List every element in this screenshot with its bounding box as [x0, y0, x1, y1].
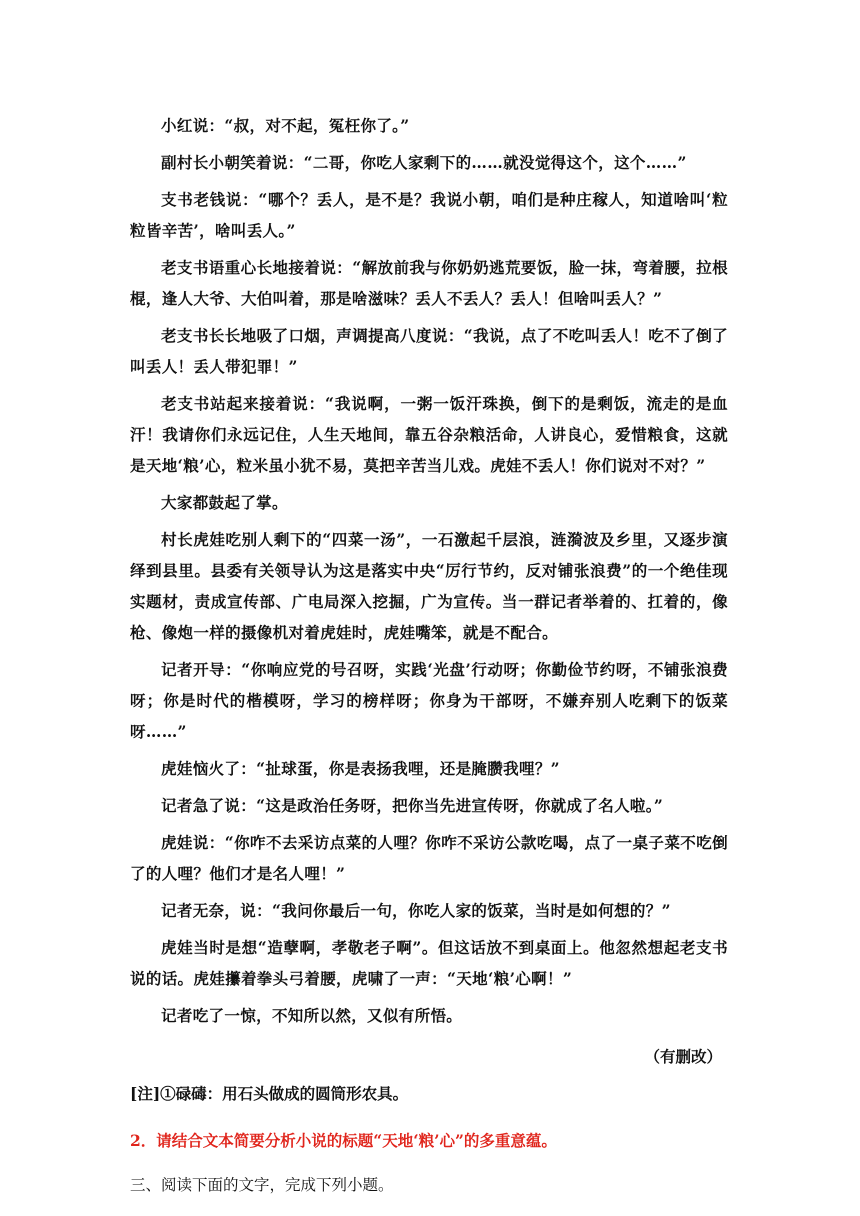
paragraph: 支书老钱说：“哪个？丢人，是不是？我说小朝，咱们是种庄稼人，知道啥叫‘粒粒皆辛苦’，啥叫丢人。” — [130, 190, 728, 240]
paragraph: 记者急了说：“这是政治任务呀，把你当先进宣传呀，你就成了名人啦。” — [161, 796, 664, 815]
paragraph: 村长虎娃吃别人剩下的“四菜一汤”，一石激起千层浪，涟漪波及乡里，又逐步演绎到县里。县委有关领导认为这是落实中央“厉行节约，反对铺张浪费”的一个绝佳现实题材，责成宣传部、广电局深入挖掘，广为宣传。当一群记者举着的、扛着的，像枪、像炮一样的摄像机对着虎娃时，虎娃嘴笨，就是不配合。 — [130, 530, 728, 642]
paragraph: 老支书长长地吸了口烟，声调提高八度说：“我说，点了不吃叫丢人！吃不了倒了叫丢人！丢人带犯罪！” — [130, 326, 728, 376]
article-body — [130, 110, 728, 1201]
paragraph: 副村长小朝笑着说：“二哥，你吃人家剩下的……就没觉得这个，这个……” — [161, 153, 687, 172]
paragraph: 记者无奈，说：“我问你最后一句，你吃人家的饭菜，当时是如何想的？” — [161, 901, 671, 920]
footnote: [注]①碌碡：用石头做成的圆筒形农具。 — [130, 1084, 409, 1103]
paragraph: 老支书站起来接着说：“我说啊，一粥一饭汗珠换，倒下的是剩饭，流走的是血汗！我请你们永远记住，人生天地间，靠五谷杂粮活命，人讲良心，爱惜粮食，这就是天地‘粮’心，粒米虽小犹不易，莫把辛苦当儿戏。虎娃不丢人！你们说对不对？” — [130, 394, 728, 475]
paragraph: 虎娃当时是想“造孽啊，孝敬老子啊”。但这话放不到桌面上。他忽然想起老支书说的话。虎娃攥着拳头弓着腰，虎啸了一声：“天地‘粮’心啊！” — [130, 938, 728, 988]
question-2: 2．请结合文本简要分析小说的标题“天地‘粮’心”的多重意蕴。 — [130, 1131, 557, 1150]
section-heading: 三、阅读下面的文字，完成下列小题。 — [130, 1176, 394, 1194]
paragraph: 大家都鼓起了掌。 — [161, 493, 288, 512]
paragraph: 虎娃说：“你咋不去采访点菜的人哩？你咋不采访公款吃喝，点了一桌子菜不吃倒了的人哩？他们才是名人哩！” — [130, 833, 728, 883]
source-note: （有删改） — [644, 1047, 722, 1066]
paragraph: 虎娃恼火了：“扯球蛋，你是表扬我哩，还是腌臜我哩？” — [161, 759, 560, 778]
paragraph: 记者开导：“你响应党的号召呀，实践‘光盘’行动呀；你勤俭节约呀，不铺张浪费呀；你是时代的楷模呀，学习的榜样呀；你身为干部呀，不嫌弃别人吃剩下的饭菜呀……” — [130, 660, 728, 741]
paragraph: 记者吃了一惊，不知所以然，又似有所悟。 — [161, 1006, 463, 1025]
paragraph: 老支书语重心长地接着说：“解放前我与你奶奶逃荒要饭，脸一抹，弯着腰，拉根棍，逢人大爷、大伯叫着，那是啥滋味？丢人不丢人？丢人！但啥叫丢人？” — [130, 258, 728, 308]
paragraph: 小红说：“叔，对不起，冤枉你了。” — [161, 116, 410, 135]
